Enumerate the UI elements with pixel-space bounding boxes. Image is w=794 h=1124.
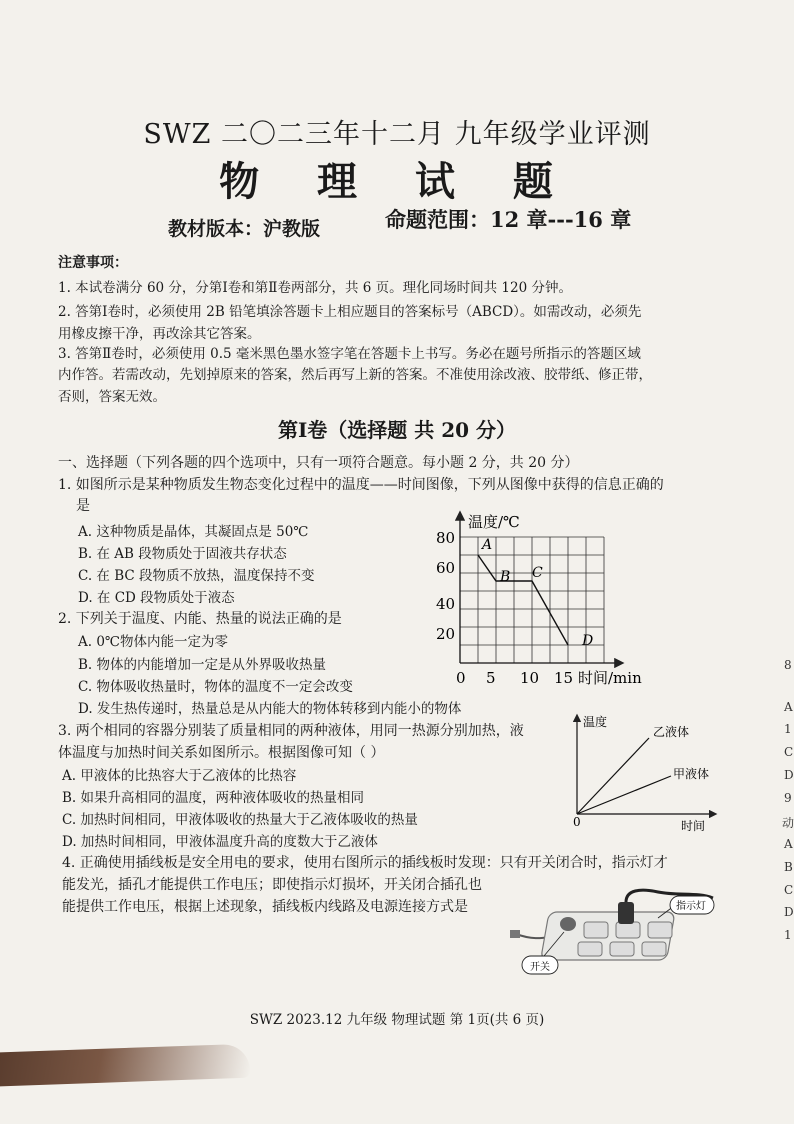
margin-char: 1 <box>784 722 792 736</box>
q2-option-c: C. 物体吸收热量时，物体的温度不一定会改变 <box>78 679 353 695</box>
margin-char: A <box>784 700 793 714</box>
q1-stem: 1. 如图所示是某种物质发生物态变化过程中的温度——时间图像，下列从图像中获得的信息正确的 <box>58 477 664 493</box>
q3-option-d: D. 加热时间相同，甲液体温度升高的度数大于乙液体 <box>62 834 378 850</box>
margin-char: D <box>784 768 794 782</box>
note-line: 2. 答第Ⅰ卷时，必须使用 2B 铅笔填涂答题卡上相应题目的答案标号（ABCD）。如需改动，必须先 <box>58 304 642 320</box>
q4-stem: 4. 正确使用插线板是安全用电的要求，使用右图所示的插线板时发现：只有开关闭合时，指示灯才 <box>62 855 668 871</box>
scan-shadow <box>0 1044 250 1087</box>
q2-stem: 2. 下列关于温度、内能、热量的说法正确的是 <box>58 611 342 627</box>
x-tick-5: 5 <box>486 669 496 687</box>
section-title: 第Ⅰ卷（选择题 共 20 分） <box>277 418 517 442</box>
margin-char: A <box>784 837 793 851</box>
liquid-heating-graph <box>565 712 725 837</box>
q3-option-a: A. 甲液体的比热容大于乙液体的比热容 <box>62 768 297 784</box>
switch-knob <box>560 917 576 931</box>
cable-end <box>510 930 520 938</box>
x-tick-15: 15 <box>554 669 574 687</box>
y-tick-80: 80 <box>436 529 456 547</box>
y-axis-label: 温度/℃ <box>468 513 520 531</box>
q1-stem-cont: 是 <box>76 498 90 514</box>
textbook-edition: 教材版本：沪教版 <box>168 218 321 240</box>
q1-option-c: C. 在 BC 段物质不放热，温度保持不变 <box>78 568 315 584</box>
margin-char: 9 <box>784 791 792 805</box>
point-b-label: B <box>500 569 511 585</box>
margin-char: C <box>784 883 794 897</box>
q2-option-d: D. 发生热传递时，热量总是从内能大的物体转移到内能小的物体 <box>78 701 462 717</box>
page-footer: SWZ 2023.12 九年级 物理试题 第 1页(共 6 页) <box>249 1012 545 1028</box>
power-strip-illustration <box>508 884 718 984</box>
q1-option-b: B. 在 AB 段物质处于固液共存状态 <box>78 546 287 562</box>
margin-char: C <box>784 745 794 759</box>
y-tick-40: 40 <box>436 595 456 613</box>
note-line: 1. 本试卷满分 60 分，分第Ⅰ卷和第Ⅱ卷两部分，共 6 页。理化同场时间共 120 分钟。 <box>58 280 572 296</box>
plug <box>618 902 634 924</box>
margin-char: B <box>784 860 793 874</box>
q1-option-d: D. 在 CD 段物质处于液态 <box>78 590 235 606</box>
margin-char: D <box>784 905 794 919</box>
series-yi-label: 乙液体 <box>653 725 690 739</box>
q2-option-b: B. 物体的内能增加一定是从外界吸收热量 <box>78 657 327 673</box>
note-line: 内作答。若需改动，先划掉原来的答案，然后再写上新的答案。不准使用涂改液、胶带纸、修正带， <box>58 367 652 383</box>
y-tick-20: 20 <box>436 625 456 643</box>
margin-char: 8 <box>784 658 792 672</box>
liquid-yi-line <box>577 738 649 814</box>
q4-stem-cont2: 能提供工作电压，根据上述现象，插线板内线路及电源连接方式是 <box>62 899 468 915</box>
section-intro: 一、选择题（下列各题的四个选项中，只有一项符合题意。每小题 2 分，共 20 分） <box>58 455 579 471</box>
melting-curve <box>478 555 568 645</box>
notes-heading: 注意事项： <box>58 255 128 271</box>
x-axis-label: 时间/min <box>578 669 642 687</box>
note-line: 用橡皮擦干净，再改涂其它答案。 <box>58 326 261 342</box>
q4-stem-cont: 能发光，插孔才能提供工作电压；即使指示灯损坏，开关闭合插孔也 <box>62 877 482 893</box>
switch-label: 开关 <box>530 962 550 973</box>
q2-option-a: A. 0℃物体内能一定为零 <box>78 634 229 650</box>
exam-title: 物 理 试 题 <box>219 158 575 205</box>
margin-char: 动 <box>782 816 794 830</box>
q3-option-c: C. 加热时间相同，甲液体吸收的热量大于乙液体吸收的热量 <box>62 812 418 828</box>
point-d-label: D <box>582 633 594 649</box>
q1-option-a: A. 这种物质是晶体，其凝固点是 50℃ <box>78 524 309 540</box>
margin-char: 1 <box>784 928 792 942</box>
x-tick-0: 0 <box>456 669 466 687</box>
series-jia-label: 甲液体 <box>673 767 710 781</box>
q3-option-b: B. 如果升高相同的温度，两种液体吸收的热量相同 <box>62 790 365 806</box>
temperature-time-graph <box>432 505 662 695</box>
liquid-jia-line <box>577 776 671 814</box>
point-c-label: C <box>532 565 543 581</box>
indicator-label: 指示灯 <box>676 901 706 912</box>
q3-stem-cont: 体温度与加热时间关系如图所示。根据图像可知（ ） <box>58 745 385 761</box>
y-axis-label: 温度 <box>583 715 608 729</box>
x-axis-label: 时间 <box>681 819 706 833</box>
exam-scope: 命题范围：12 章---16 章 <box>385 207 632 232</box>
x-tick-10: 10 <box>520 669 540 687</box>
point-a-label: A <box>482 537 493 553</box>
q3-stem: 3. 两个相同的容器分别装了质量相同的两种液体，用同一热源分别加热，液 <box>58 723 524 739</box>
note-line: 3. 答第Ⅱ卷时，必须使用 0.5 毫米黑色墨水签字笔在答题卡上书写。务必在题号所指示的答题区域 <box>58 346 641 362</box>
note-line: 否则，答案无效。 <box>58 389 166 405</box>
y-tick-60: 60 <box>436 559 456 577</box>
origin-label: 0 <box>573 815 581 829</box>
exam-header-line: SWZ 二〇二三年十二月 九年级学业评测 <box>143 119 651 150</box>
